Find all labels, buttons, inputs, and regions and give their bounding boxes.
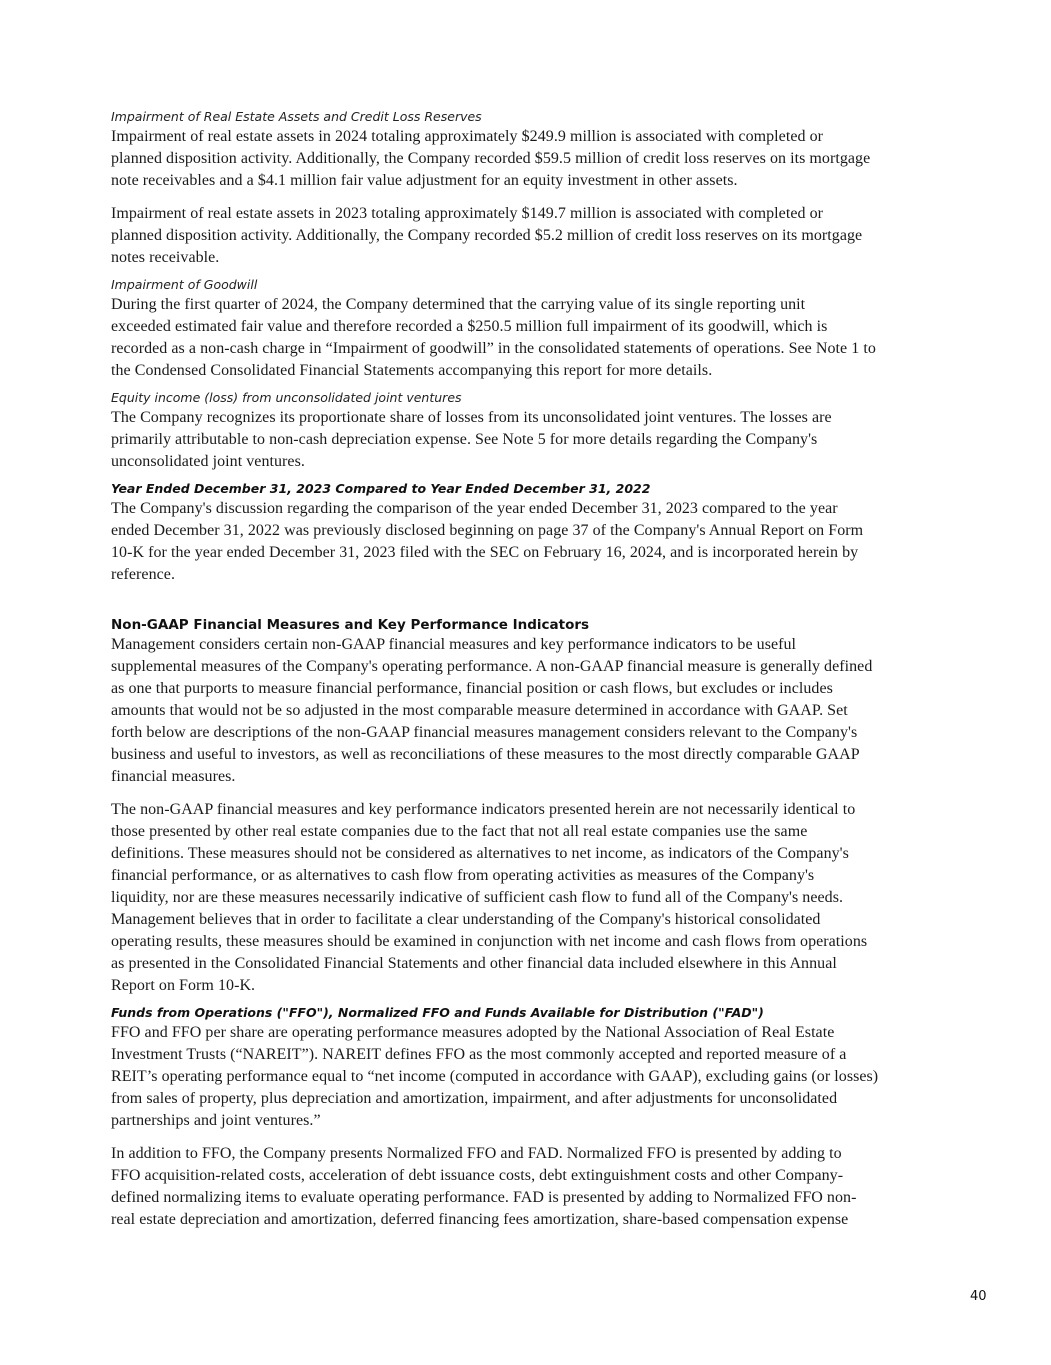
paragraph-line: defined normalizing items to evaluate operating performance. FAD is presented by adding to Normalized FFO non- [111, 1189, 857, 1206]
paragraph-line: from sales of property, plus depreciation and amortization, impairment, and after adjustments for unconsolidated [111, 1090, 838, 1107]
paragraph [111, 799, 991, 997]
paragraph-line: Management believes that in order to facilitate a clear understanding of the Company's historical consolidated [111, 911, 821, 928]
paragraph [111, 203, 991, 269]
paragraph [111, 294, 991, 382]
paragraph-line: the Condensed Consolidated Financial Statements accompanying this report for more details. [111, 362, 713, 379]
paragraph-line: Report on Form 10-K. [111, 977, 256, 994]
paragraph [111, 498, 991, 586]
paragraph-line: Management considers certain non-GAAP financial measures and key performance indicators to be useful [111, 636, 797, 653]
document-body [111, 108, 991, 1238]
paragraph-line: operating results, these measures should be examined in conjunction with net income and cash flows from operations [111, 933, 868, 950]
paragraph-line: as one that purports to measure financial performance, financial position or cash flows, but excludes or includes [111, 680, 833, 697]
paragraph [111, 634, 991, 788]
paragraph-line: In addition to FFO, the Company presents Normalized FFO and FAD. Normalized FFO is presented by adding to [111, 1145, 842, 1162]
paragraph-line: reference. [111, 566, 175, 583]
paragraph-line: financial performance, or as alternatives to cash flow from operating activities as measures of the Company's [111, 867, 815, 884]
paragraph-line: The Company recognizes its proportionate share of losses from its unconsolidated joint ventures. The losses are [111, 409, 832, 426]
paragraph-line: those presented by other real estate companies due to the fact that not all real estate companies use the same [111, 823, 808, 840]
paragraph-line: amounts that would not be so adjusted in the most comparable measure determined in accordance with GAAP. Set [111, 702, 848, 719]
paragraph-line: note receivables and a $4.1 million fair value adjustment for an equity investment in other assets. [111, 172, 738, 189]
paragraph-line: financial measures. [111, 768, 236, 785]
paragraph-line: Investment Trusts (“NAREIT”). NAREIT defines FFO as the most commonly accepted and reported measure of a [111, 1046, 847, 1063]
paragraph-line: forth below are descriptions of the non-GAAP financial measures management considers relevant to the Company's [111, 724, 858, 741]
paragraph-line: recorded as a non-cash charge in “Impairment of goodwill” in the consolidated statements of operations. See Note 1 to [111, 340, 876, 357]
paragraph-line: The non-GAAP financial measures and key performance indicators presented herein are not necessarily identical to [111, 801, 856, 818]
paragraph-line: partnerships and joint ventures.” [111, 1112, 321, 1129]
paragraph [111, 407, 991, 473]
paragraph-line: notes receivable. [111, 249, 220, 266]
paragraph-line: During the first quarter of 2024, the Company determined that the carrying value of its single reporting unit [111, 296, 806, 313]
paragraph-line: 10-K for the year ended December 31, 2023 filed with the SEC on February 16, 2024, and is incorporated herein by [111, 544, 859, 561]
paragraph-line: business and useful to investors, as well as reconciliations of these measures to the most directly comparable GAAP [111, 746, 860, 763]
section-heading: Equity income (loss) from unconsolidated joint ventures [111, 390, 462, 405]
paragraph-line: supplemental measures of the Company's operating performance. A non-GAAP financial measure is generally defined [111, 658, 873, 675]
section-heading: Funds from Operations ("FFO"), Normalized FFO and Funds Available for Distribution ("FAD") [111, 1005, 764, 1020]
paragraph-line: planned disposition activity. Additionally, the Company recorded $5.2 million of credit loss reserves on its mortgage [111, 227, 863, 244]
page-number: 40 [970, 1289, 987, 1304]
paragraph-line: Impairment of real estate assets in 2024 totaling approximately $249.9 million is associated with completed or [111, 128, 823, 145]
section-heading: Year Ended December 31, 2023 Compared to Year Ended December 31, 2022 [111, 481, 651, 496]
section-heading: Impairment of Real Estate Assets and Credit Loss Reserves [111, 109, 482, 124]
section-heading: Impairment of Goodwill [111, 277, 258, 292]
paragraph-line: FFO acquisition-related costs, acceleration of debt issuance costs, debt extinguishment costs and other Company- [111, 1167, 844, 1184]
paragraph [111, 126, 991, 192]
paragraph-line: as presented in the Consolidated Financial Statements and other financial data included elsewhere in this Annual [111, 955, 837, 972]
paragraph-line: REIT’s operating performance equal to “net income (computed in accordance with GAAP), excluding gains (or losses) [111, 1068, 879, 1085]
paragraph-line: Impairment of real estate assets in 2023 totaling approximately $149.7 million is associated with completed or [111, 205, 823, 222]
paragraph-line: unconsolidated joint ventures. [111, 453, 305, 470]
paragraph-line: liquidity, nor are these measures necessarily indicative of sufficient cash flow to fund all of the Company's needs. [111, 889, 844, 906]
paragraph-line: primarily attributable to non-cash depreciation expense. See Note 5 for more details regarding the Company's [111, 431, 818, 448]
paragraph-line: The Company's discussion regarding the comparison of the year ended December 31, 2023 compared to the year [111, 500, 838, 517]
paragraph-line: planned disposition activity. Additionally, the Company recorded $59.5 million of credit loss reserves on its mortgage [111, 150, 871, 167]
paragraph [111, 1143, 991, 1231]
paragraph-line: real estate depreciation and amortization, deferred financing fees amortization, share-based compensation expense [111, 1211, 849, 1228]
paragraph-line: ended December 31, 2022 was previously disclosed beginning on page 37 of the Company's Annual Report on Form [111, 522, 864, 539]
paragraph-line: exceeded estimated fair value and therefore recorded a $250.5 million full impairment of its goodwill, which is [111, 318, 828, 335]
paragraph [111, 1022, 991, 1132]
section-heading: Non-GAAP Financial Measures and Key Performance Indicators [111, 617, 590, 633]
paragraph-line: definitions. These measures should not be considered as alternatives to net income, as indicators of the Company's [111, 845, 849, 862]
paragraph-line: FFO and FFO per share are operating performance measures adopted by the National Association of Real Estate [111, 1024, 835, 1041]
